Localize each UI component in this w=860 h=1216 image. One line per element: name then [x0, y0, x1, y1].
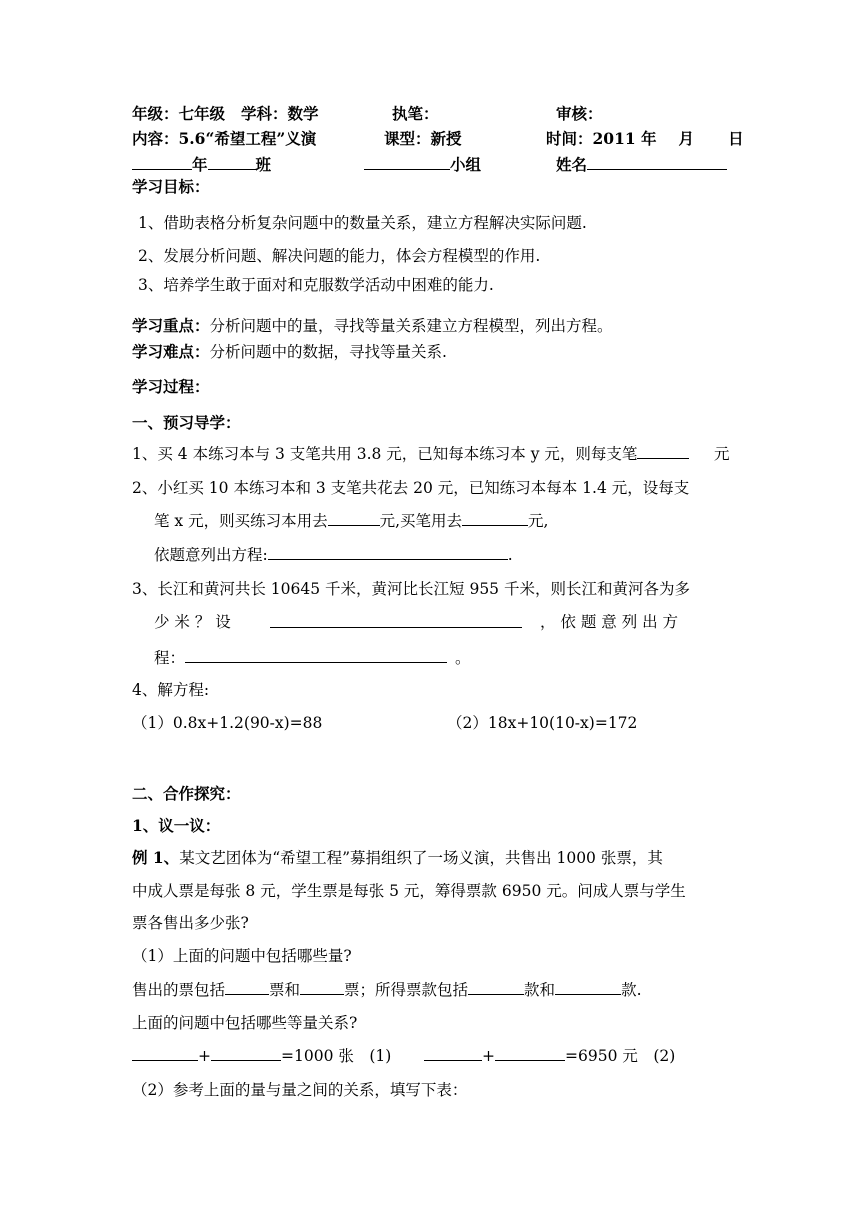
- process-title: 学习过程：: [132, 377, 210, 396]
- q3-let-blank[interactable]: [270, 612, 522, 628]
- name-word: 姓名: [556, 155, 588, 174]
- example-label: 例 1、: [132, 848, 180, 867]
- question-4-title: 4、解方程:: [132, 681, 210, 699]
- question-3-line-1: 3、长江和黄河共长 10645 千米，黄河比长江短 955 千米，则长江和黄河各为多: [132, 580, 690, 598]
- q2-text-c: 元,: [528, 512, 549, 530]
- tickets-text-c: 票；所得票款包括: [344, 981, 469, 999]
- tickets-text-a: 售出的票包括: [132, 981, 226, 999]
- objective-item: 1、借助表格分析复杂问题中的数量关系，建立方程解决实际问题.: [138, 214, 587, 232]
- grade-word: 年: [192, 155, 208, 174]
- plus-sign: +: [198, 1047, 211, 1065]
- relation-2-text: =6950 元 (2): [565, 1047, 676, 1065]
- group-word: 小组: [450, 155, 482, 174]
- header-row-1: [132, 104, 319, 124]
- group-blank[interactable]: [364, 154, 450, 170]
- writer-label: 执笔：: [392, 104, 439, 123]
- lesson-type-label: 课型：新授: [384, 129, 462, 148]
- q2-equation-label: 依题意列出方程:: [154, 546, 268, 564]
- tickets-text-d: 款和: [524, 981, 556, 999]
- plus-sign: +: [482, 1047, 495, 1065]
- objectives-title: 学习目标：: [132, 177, 210, 196]
- name-row: [556, 154, 727, 175]
- difficult-points: [132, 342, 447, 362]
- example-text-1: 某文艺团体为“希望工程”募捐组织了一场义演，共售出 1000 张票，其: [179, 849, 663, 867]
- tickets-line: [132, 980, 642, 1000]
- difficult-points-text: 分析问题中的数据，寻找等量关系.: [209, 343, 447, 361]
- q1-unit: 元: [714, 445, 730, 463]
- class-blank[interactable]: [208, 154, 256, 170]
- section2-title: 二、合作探究：: [132, 784, 241, 803]
- time-label: 时间：2011 年: [546, 129, 657, 148]
- rel2-blank-1[interactable]: [424, 1046, 482, 1061]
- q2-blank-2[interactable]: [462, 511, 528, 526]
- subject-label: 学科：数学: [241, 104, 319, 123]
- relation-2: [424, 1046, 675, 1066]
- rel1-blank-1[interactable]: [132, 1046, 198, 1061]
- tickets-blank-4[interactable]: [555, 980, 621, 995]
- equation-1: （1）0.8x+1.2(90-x)=88: [132, 714, 323, 732]
- class-row: [132, 154, 271, 175]
- q3-equation-label: 程：: [154, 649, 186, 667]
- question-3-line-3: [154, 647, 471, 668]
- example-line-2: 中成人票是每张 8 元，学生票是每张 5 元，筹得票款 6950 元。问成人票与学生: [132, 882, 686, 900]
- reviewer-label: 审核：: [556, 104, 603, 123]
- question-1-text: 1、买 4 本练习本与 3 支笔共用 3.8 元，已知每本练习本 y 元，则每支笔: [132, 445, 638, 463]
- q2-text-a: 笔 x 元，则买练习本用去: [154, 512, 328, 530]
- section1-title: 一、预习导学：: [132, 413, 241, 432]
- q2-blank-1[interactable]: [328, 511, 380, 526]
- day-label: 日: [728, 129, 744, 148]
- relation-question: 上面的问题中包括哪些等量关系?: [132, 1014, 358, 1032]
- name-blank[interactable]: [587, 154, 727, 170]
- equation-2: （2）18x+10(10-x)=172: [447, 714, 638, 732]
- question-2-line-2: [154, 511, 548, 531]
- example-line-3: 票各售出多少张?: [132, 914, 249, 932]
- q1-blank[interactable]: [637, 444, 689, 459]
- q3-period: 。: [455, 649, 471, 667]
- month-label: 月: [678, 129, 695, 148]
- grade-label: 年级：七年级: [132, 104, 226, 123]
- question-2-line-3: [154, 545, 513, 565]
- objective-item: 3、培养学生敢于面对和克服数学活动中困难的能力.: [138, 276, 494, 294]
- discuss-title: 1、议一议：: [132, 816, 221, 835]
- q2-equation-blank[interactable]: [268, 545, 508, 560]
- tickets-blank-1[interactable]: [225, 980, 269, 995]
- time-row: [546, 129, 744, 149]
- tickets-blank-3[interactable]: [468, 980, 524, 995]
- question-3-line-2a: [154, 612, 231, 632]
- class-word: 班: [255, 155, 272, 174]
- grade-blank[interactable]: [132, 154, 192, 170]
- part-2-question: （2）参考上面的量与量之间的关系，填写下表：: [132, 1081, 468, 1099]
- relation-1-text: =1000 张 (1): [281, 1047, 392, 1065]
- key-points-text: 分析问题中的量，寻找等量关系建立方程模型，列出方程。: [209, 317, 613, 335]
- question-2-line-1: 2、小红买 10 本练习本和 3 支笔共花去 20 元，已知练习本每本 1.4 元，设每支: [132, 479, 690, 497]
- key-points-label: 学习重点：: [132, 316, 210, 335]
- part-1-question: （1）上面的问题中包括哪些量?: [132, 947, 352, 965]
- question-1: [132, 444, 689, 464]
- key-points: [132, 316, 613, 336]
- q2-period: .: [507, 546, 513, 564]
- question-3-line-2b: ， 依 题 意 列 出 方: [540, 613, 679, 631]
- objective-item: 2、发展分析问题、解决问题的能力，体会方程模型的作用.: [138, 247, 541, 265]
- group-row: [364, 154, 481, 175]
- rel1-blank-2[interactable]: [211, 1046, 281, 1061]
- q2-text-b: 元,买笔用去: [379, 512, 463, 530]
- q3-equation-blank[interactable]: [185, 647, 447, 663]
- tickets-text-b: 票和: [269, 981, 301, 999]
- q3-text-a: 少 米 ？ 设: [154, 613, 231, 631]
- tickets-text-e: 款.: [621, 981, 642, 999]
- difficult-points-label: 学习难点：: [132, 342, 210, 361]
- rel2-blank-2[interactable]: [495, 1046, 565, 1061]
- example-line-1: [132, 848, 663, 868]
- q3-let-blank-wrap: [270, 612, 522, 633]
- tickets-blank-2[interactable]: [300, 980, 344, 995]
- relation-1: [132, 1046, 391, 1066]
- content-label: 内容：5.6“希望工程”义演: [132, 129, 317, 148]
